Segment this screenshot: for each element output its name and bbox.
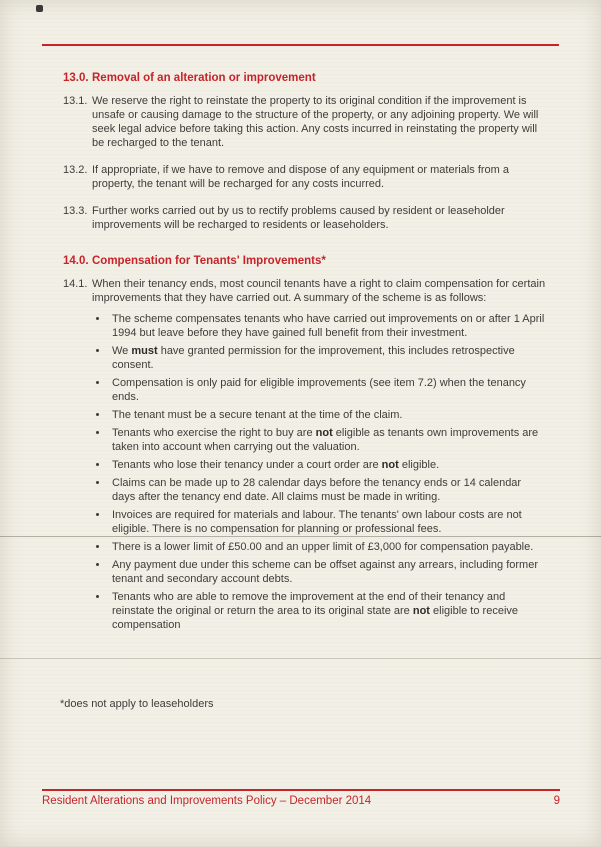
- top-rule: [42, 44, 559, 46]
- text-run: Tenants who are able to remove the improvement at the end of their tenancy and reinstate the original or return the area to its original state are: [112, 591, 506, 617]
- clause-body: [92, 163, 547, 191]
- section-13: [63, 71, 547, 232]
- bold-text: must: [131, 345, 158, 357]
- bold-text: not: [315, 427, 333, 439]
- text-run: When their tenancy ends, most council tenants have a right to claim compensation for certain improvements that they have carried out. A summary of the scheme is as follows:: [92, 278, 546, 304]
- text-run: The scheme compensates tenants who have carried out improvements on or after 1 April 1994 but leave before they have gained full benefit from their investment.: [112, 313, 545, 339]
- bullet-item: [109, 408, 547, 422]
- text-run: There is a lower limit of £50.00 and an upper limit of £3,000 for compensation payable.: [112, 541, 534, 553]
- bullet-item: [109, 458, 547, 472]
- bullet-item: [109, 476, 547, 504]
- bold-text: not: [381, 459, 399, 471]
- bullet-item: [109, 540, 547, 554]
- clause-text: [92, 94, 547, 150]
- clause-body: [92, 94, 547, 150]
- bullet-item: [109, 312, 547, 340]
- text-run: Compensation is only paid for eligible improvements (see item 7.2) when the tenancy ends.: [112, 377, 526, 403]
- clause-text: [92, 277, 547, 305]
- clause-13-2: [63, 163, 547, 191]
- text-run: We reserve the right to reinstate the property to its original condition if the improvement is unsafe or causing damage to the structure of the property, or any adjoining property. We will seek legal advice before taking this action. Any costs incurred in reinstating the property will be recharged to the tenant.: [92, 95, 539, 149]
- bold-text: not: [412, 605, 430, 617]
- compensation-bullet-list: [92, 312, 547, 632]
- text-run: Any payment due under this scheme can be offset against any arrears, including former tenant and secondary account debts.: [112, 559, 538, 585]
- footer-rule: [42, 789, 560, 791]
- clause-body: [92, 277, 547, 636]
- page-content: [63, 71, 547, 649]
- section-14: [63, 254, 547, 636]
- clause-number: 13.1.: [63, 95, 88, 107]
- bullet-item: [109, 344, 547, 372]
- text-run: eligible.: [398, 459, 440, 471]
- text-run: Invoices are required for materials and labour. The tenants' own labour costs are not eligible. There is no compensation for planning or professional fees.: [112, 509, 522, 535]
- bullet-item: [109, 590, 547, 632]
- text-run: We: [112, 345, 132, 357]
- text-run: have granted permission for the improvement, this includes retrospective consent.: [112, 345, 515, 371]
- section-number: 13.0.: [63, 72, 89, 84]
- clause-text: [92, 163, 547, 191]
- clause-number: 14.1.: [63, 278, 88, 290]
- scan-crease-line: [0, 658, 601, 659]
- text-run: Tenants who exercise the right to buy are: [112, 427, 316, 439]
- section-title: Removal of an alteration or improvement: [92, 72, 316, 84]
- bullet-item: [109, 376, 547, 404]
- scan-crease-line: [0, 536, 601, 537]
- bullet-item: [109, 426, 547, 454]
- text-run: If appropriate, if we have to remove and dispose of any equipment or materials from a property, the tenant will be recharged for any costs incurred.: [92, 164, 509, 190]
- footnote: *does not apply to leaseholders: [60, 698, 214, 710]
- section-14-heading: [63, 254, 547, 268]
- bullet-item: [109, 558, 547, 586]
- page-number: 9: [553, 795, 560, 807]
- clause-text: [92, 204, 547, 232]
- clause-13-1: [63, 94, 547, 150]
- scan-artifact-mark: [36, 5, 43, 12]
- clause-number: 13.3.: [63, 205, 88, 217]
- clause-number: 13.2.: [63, 164, 88, 176]
- footer-title: Resident Alterations and Improvements Policy – December 2014: [42, 795, 372, 807]
- section-title: Compensation for Tenants' Improvements*: [92, 255, 326, 267]
- section-number: 14.0.: [63, 255, 89, 267]
- bullet-item: [109, 508, 547, 536]
- text-run: eligible as tenants own improvements are taken into account when carrying out the valuation.: [112, 427, 539, 453]
- text-run: The tenant must be a secure tenant at the time of the claim.: [112, 409, 403, 421]
- clause-body: [92, 204, 547, 232]
- page-footer: [42, 795, 560, 807]
- text-run: Claims can be made up to 28 calendar days before the tenancy ends or 14 calendar days after the tenancy end date. All claims must be made in writing.: [112, 477, 522, 503]
- text-run: Further works carried out by us to rectify problems caused by resident or leaseholder improvements will be recharged to residents or leaseholders.: [92, 205, 505, 231]
- clause-14-1: [63, 277, 547, 636]
- clause-13-3: [63, 204, 547, 232]
- section-13-heading: [63, 71, 547, 85]
- text-run: eligible to receive compensation: [112, 605, 519, 631]
- text-run: Tenants who lose their tenancy under a court order are: [112, 459, 382, 471]
